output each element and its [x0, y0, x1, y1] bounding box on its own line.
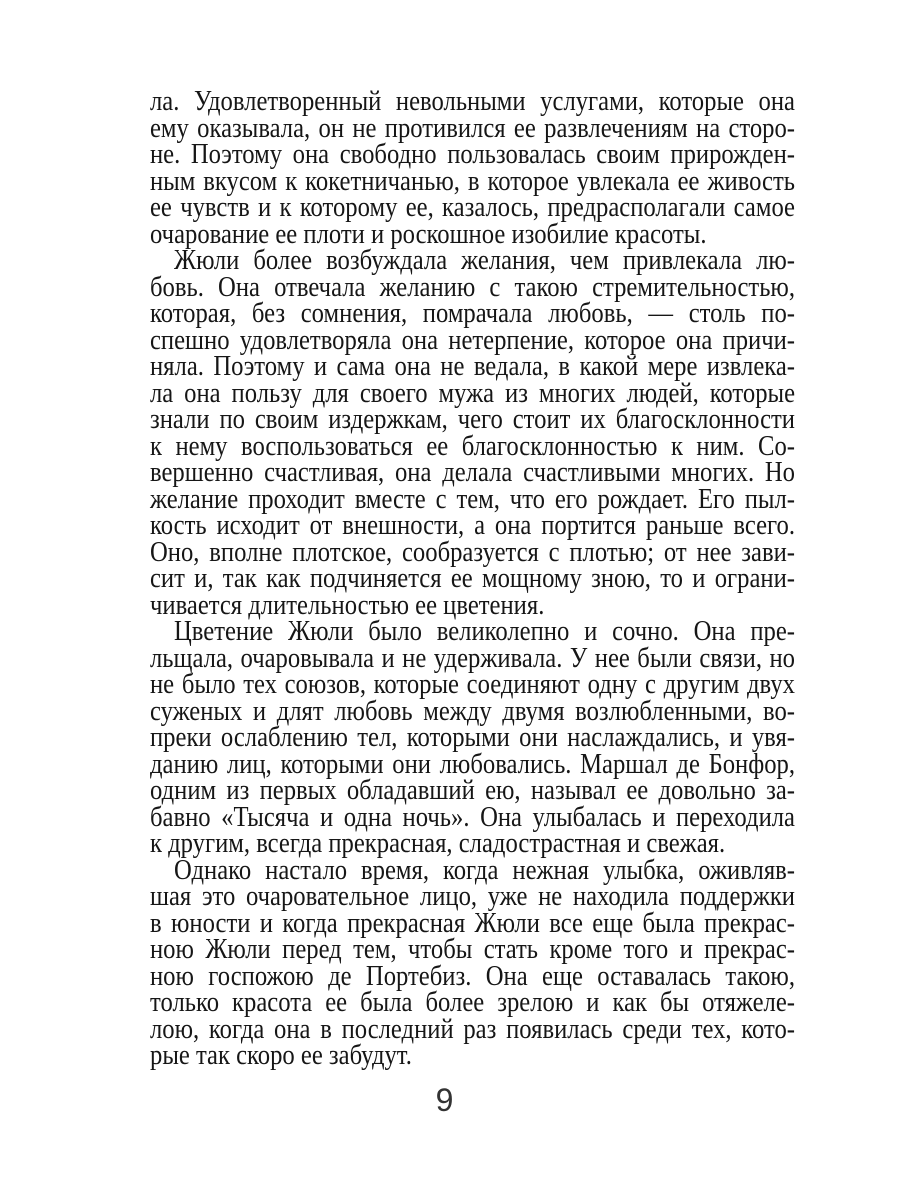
paragraph	[150, 616, 796, 859]
text-line: спешно удовлетворяла она нетерпение, которое она причи-	[150, 324, 795, 356]
text-line: шая это очаровательное лицо, уже не находила поддержки	[150, 881, 795, 912]
text-line: ла. Удовлетворенный невольными услугами, которые она	[150, 86, 795, 117]
text-line: преки ослаблению тел, которыми они наслаждались, и увя-	[150, 722, 795, 753]
text-line: кость исходит от внешности, а она портится раньше всего.	[150, 510, 795, 541]
text-line: чивается длительностью ее цветения.	[150, 589, 545, 621]
text-line: Жюли более возбуждала желания, чем привлекала лю-	[174, 245, 796, 276]
text-line: ным вкусом к кокетничанью, в которое увлекала ее живость	[150, 165, 795, 197]
page-number: 9	[435, 1082, 455, 1118]
text-line: рые так скоро ее забудут.	[150, 1040, 412, 1071]
paragraph	[150, 854, 795, 1071]
text-line: няла. Поэтому и сама она не ведала, в какой мере извлека-	[150, 351, 795, 382]
text-line: не. Поэтому она свободно пользовалась своим прирожден-	[150, 139, 795, 170]
text-line: ла она пользу для своего мужа из многих людей, которые	[150, 377, 796, 409]
text-line: только красота ее была более зрелою и как бы отяжеле-	[150, 987, 795, 1018]
text-line: лою, когда она в последний раз появилась среди тех, кото-	[150, 1013, 795, 1045]
text-line: ною госпожою де Портебиз. Она еще оставалась такою,	[150, 960, 795, 992]
text-line: знали по своим издержкам, чего стоит их благосклонности	[150, 404, 795, 435]
paragraph	[150, 86, 795, 250]
text-line: вершенно счастливая, она делала счастливыми многих. Но	[150, 457, 795, 488]
text-line: Однако настало время, когда нежная улыбка, оживляв-	[174, 854, 795, 886]
text-line: к другим, всегда прекрасная, сладострастная и свежая.	[150, 828, 726, 859]
text-line: одним из первых обладавший ею, называл ее довольно за-	[150, 775, 795, 806]
text-line: бовь. Она отвечала желанию с такою стремительностью,	[150, 271, 795, 303]
text-line: льщала, очаровывала и не удерживала. У нее были связи, но	[150, 642, 795, 674]
text-line: желание проходит вместе с тем, что его рождает. Его пыл-	[150, 483, 795, 515]
text-line: ее чувств и к которому ее, казалось, предрасполагали самое	[150, 192, 795, 223]
text-line: суженых и длят любовь между двумя возлюбленными, во-	[150, 695, 795, 727]
text-line: к нему воспользоваться ее благосклонностью к ним. Со-	[150, 430, 795, 462]
text-line: которая, без сомнения, помрачала любовь, — столь по-	[150, 298, 795, 329]
text-line: данию лиц, которыми они любовались. Маршал де Бонфор,	[150, 748, 795, 780]
text-line: очарование ее плоти и роскошное изобилие красоты.	[150, 218, 707, 250]
text-line: ною Жюли перед тем, чтобы стать кроме того и прекрас-	[150, 934, 795, 965]
text-line: Цветение Жюли было великолепно и сочно. Она пре-	[174, 616, 796, 647]
text-line: бавно «Тысяча и одна ночь». Она улыбалась и переходила	[150, 801, 795, 833]
text-block	[150, 86, 796, 1071]
text-line: сит и, так как подчиняется ее мощному зною, то и ограни-	[150, 563, 795, 594]
text-line: Оно, вполне плотское, сообразуется с плотью; от нее зави-	[150, 536, 795, 568]
text-line: ему оказывала, он не противился ее развлечениям на сторо-	[150, 112, 795, 144]
text-line: не было тех союзов, которые соединяют одну с другим двух	[150, 669, 795, 700]
paragraph	[150, 245, 796, 621]
text-line: в юности и когда прекрасная Жюли все еще была прекрас-	[150, 907, 795, 939]
